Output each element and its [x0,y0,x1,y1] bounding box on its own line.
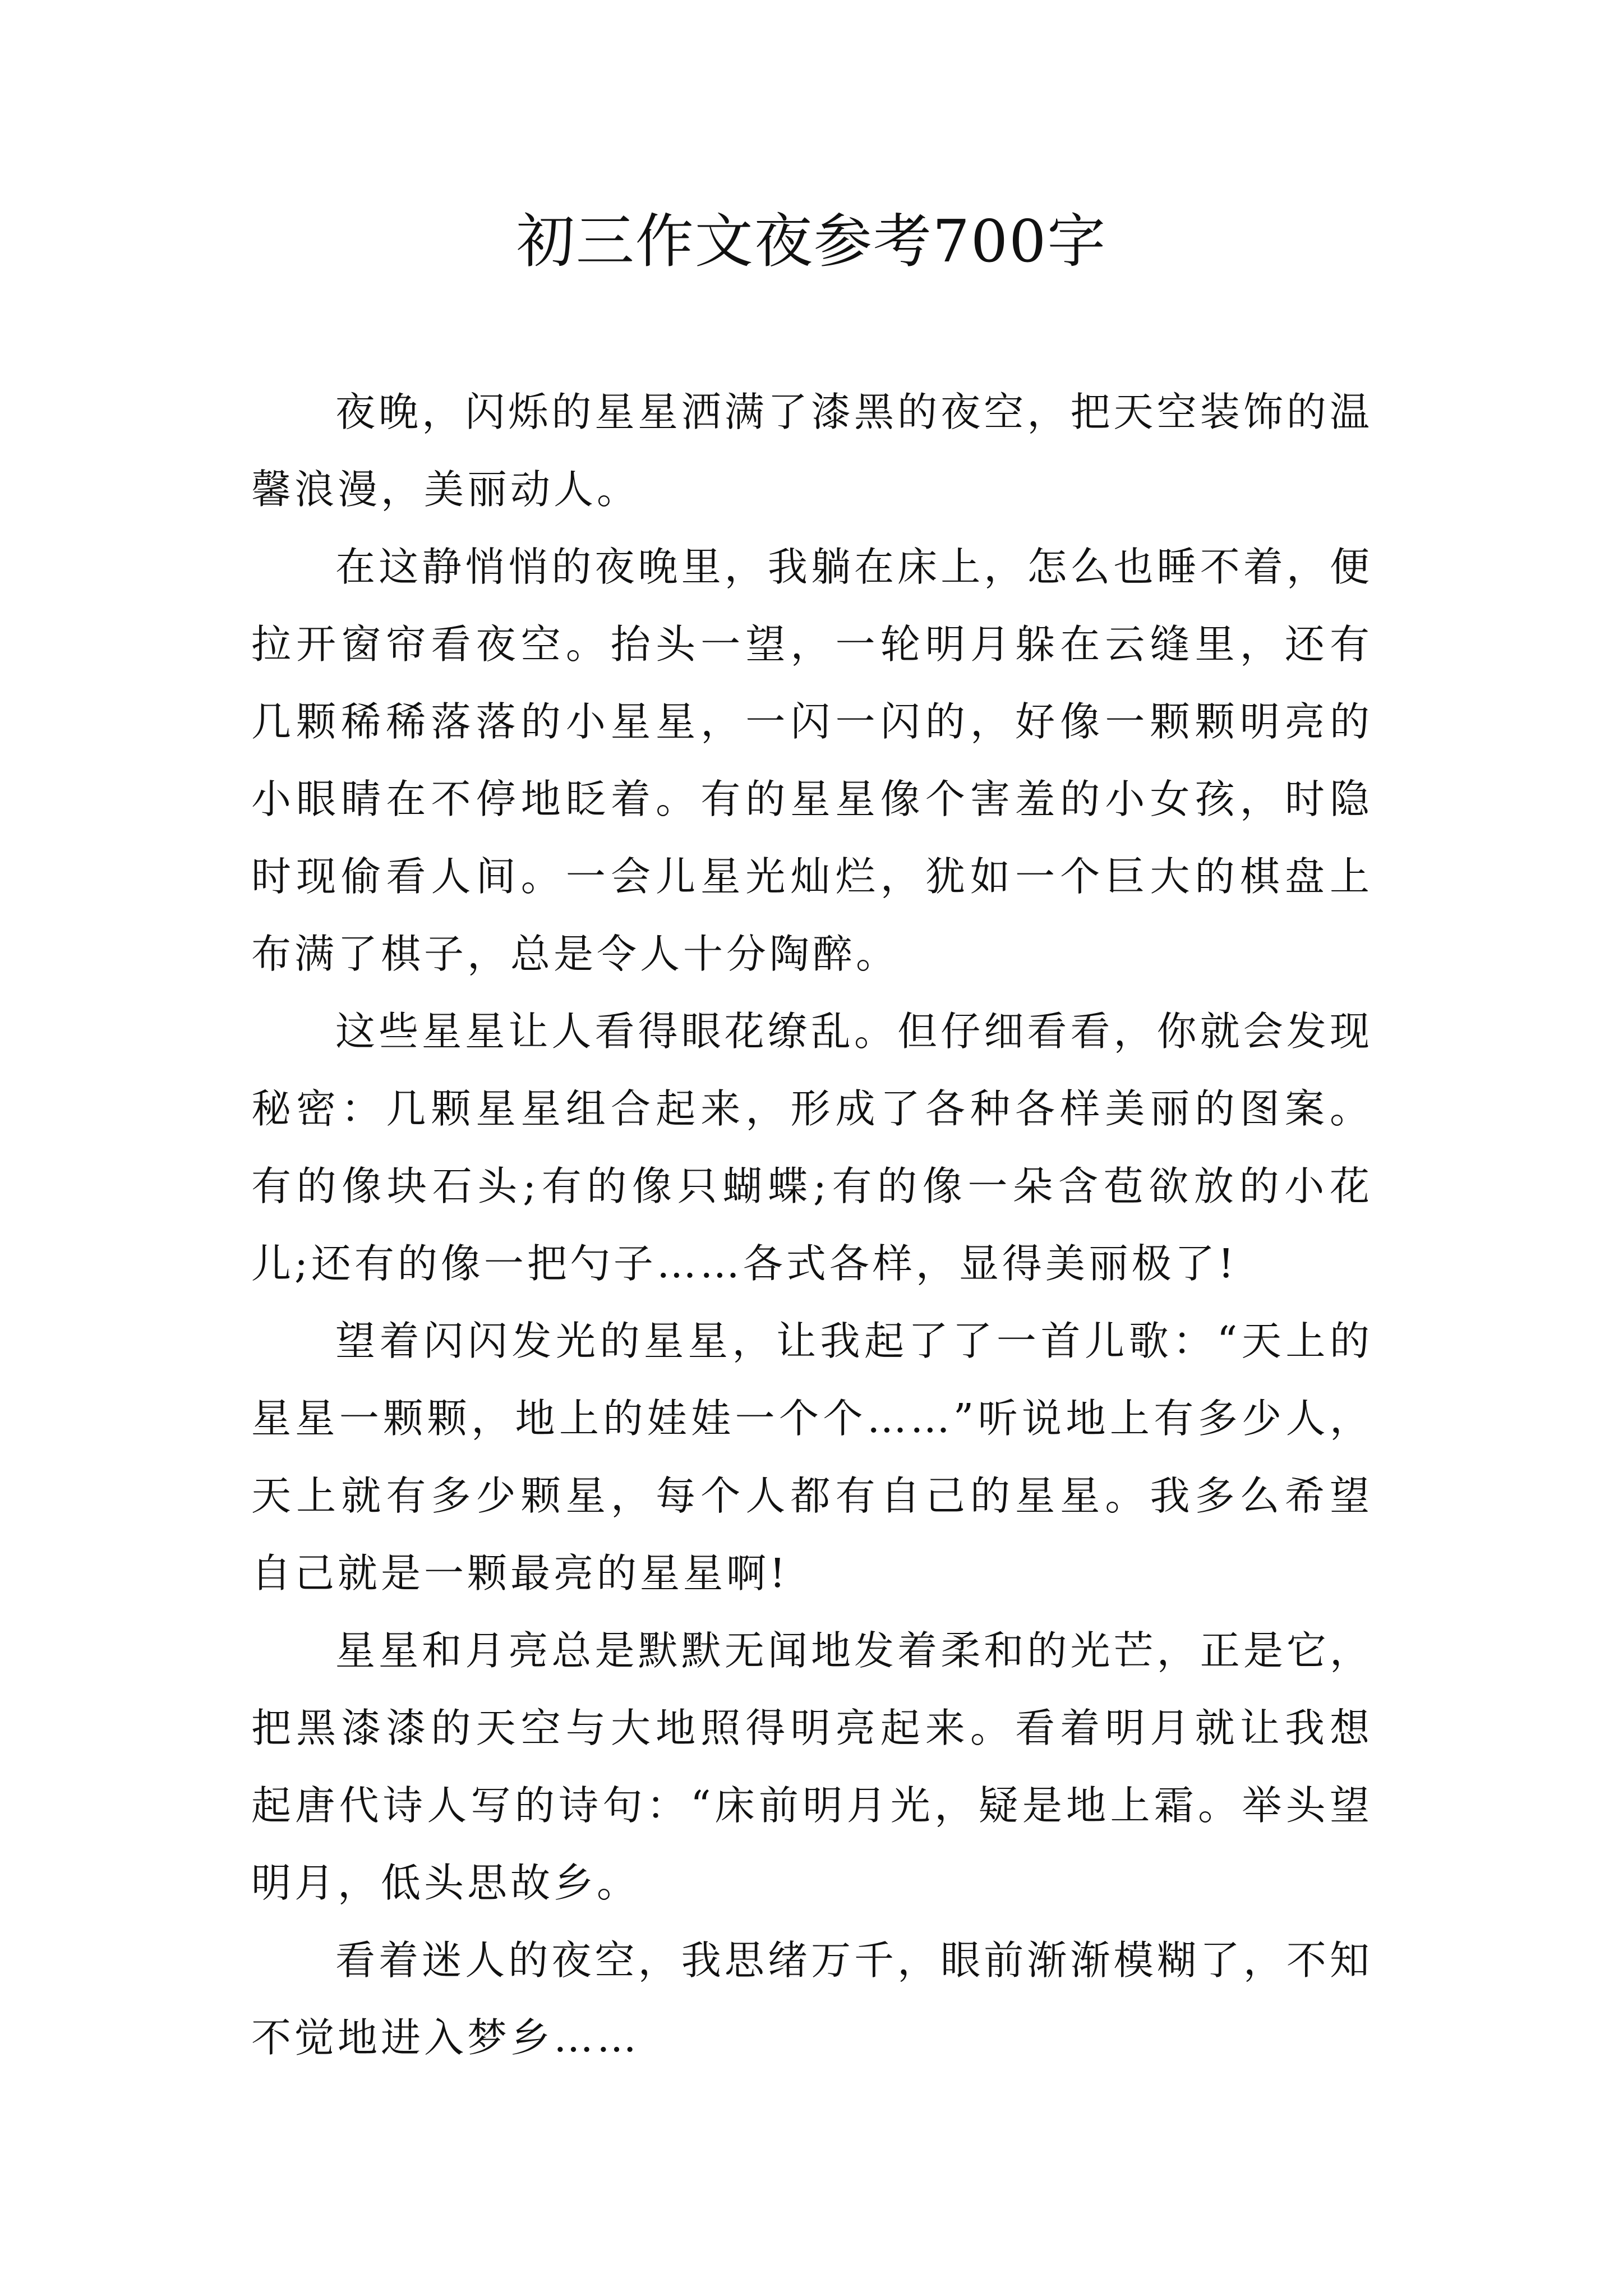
paragraph: 望着闪闪发光的星星，让我起了了一首儿歌：“天上的星星一颗颗，地上的娃娃一个个……”听说地上有多少人，天上就有多少颗星，每个人都有自己的星星。我多么希望自己就是一颗最亮的星星啊! [251,1318,1373,1596]
document-title: 初三作文夜参考700字 [516,207,1107,275]
paragraph: 夜晚，闪烁的星星洒满了漆黑的夜空，把天空装饰的温馨浪漫，美丽动人。 [251,389,1373,513]
paragraph: 这些星星让人看得眼花缭乱。但仔细看看，你就会发现秘密：几颗星星组合起来，形成了各种各样美丽的图案。有的像块石头;有的像只蝴蝶;有的像一朵含苞欲放的小花儿;还有的像一把勺子……各式各样，显得美丽极了! [251,1008,1373,1287]
document-body [251,374,1373,2077]
paragraph: 在这静悄悄的夜晚里，我躺在床上，怎么也睡不着，便拉开窗帘看夜空。抬头一望，一轮明月躲在云缝里，还有几颗稀稀落落的小星星，一闪一闪的，好像一颗颗明亮的小眼睛在不停地眨着。有的星星像个害羞的小女孩，时隐时现偷看人间。一会儿星光灿烂，犹如一个巨大的棋盘上布满了棋子，总是令人十分陶醉。 [251,544,1373,977]
paragraph: 看着迷人的夜空，我思绪万千，眼前渐渐模糊了，不知不觉地进入梦乡…… [251,1937,1373,2061]
paragraph: 星星和月亮总是默默无闻地发着柔和的光芒，正是它，把黑漆漆的天空与大地照得明亮起来。看着明月就让我想起唐代诗人写的诗句：“床前明月光，疑是地上霜。举头望明月，低头思故乡。 [251,1627,1373,1906]
